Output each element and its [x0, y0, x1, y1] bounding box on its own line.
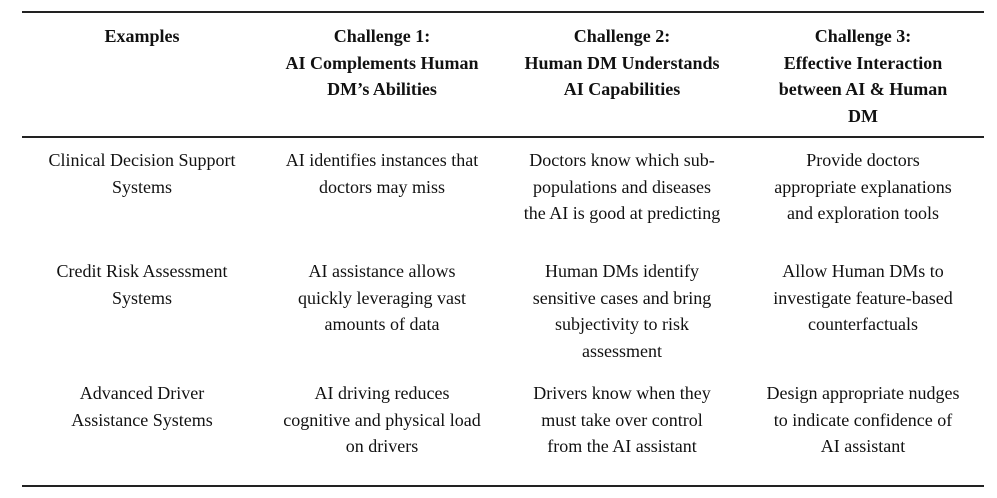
row-1-example: Clinical Decision Support Systems [48, 150, 236, 197]
header-challenge-2: Challenge 2: Human DM Understands AI Capabilities [524, 26, 720, 99]
row-1-challenge-2: Doctors know which sub- populations and diseases the AI is good at predicting [523, 150, 721, 223]
row-2-challenge-3: Allow Human DMs to investigate feature-based counterfactuals [773, 261, 953, 334]
row-3-challenge-1: AI driving reduces cognitive and physical load on drivers [283, 383, 481, 456]
row-2-challenge-2: Human DMs identify sensitive cases and bring subjectivity to risk assessment [532, 261, 712, 361]
row-2-example: Credit Risk Assessment Systems [56, 261, 228, 308]
header-challenge-1: Challenge 1: AI Complements Human DM’s Abilities [285, 26, 479, 99]
row-1-challenge-3: Provide doctors appropriate explanations and exploration tools [774, 150, 952, 223]
row-3-challenge-3: Design appropriate nudges to indicate confidence of AI assistant [766, 383, 960, 456]
table-top-rule [22, 11, 984, 13]
table-bottom-rule [22, 485, 984, 487]
row-3-challenge-2: Drivers know when they must take over control from the AI assistant [533, 383, 711, 456]
row-1-challenge-1: AI identifies instances that doctors may miss [285, 150, 479, 197]
row-3-example: Advanced Driver Assistance Systems [71, 383, 213, 430]
table-header-rule [22, 136, 984, 138]
header-challenge-3: Challenge 3: Effective Interaction between AI & Human DM [778, 26, 948, 126]
row-2-challenge-1: AI assistance allows quickly leveraging vast amounts of data [298, 261, 466, 334]
header-examples: Examples [104, 26, 180, 46]
